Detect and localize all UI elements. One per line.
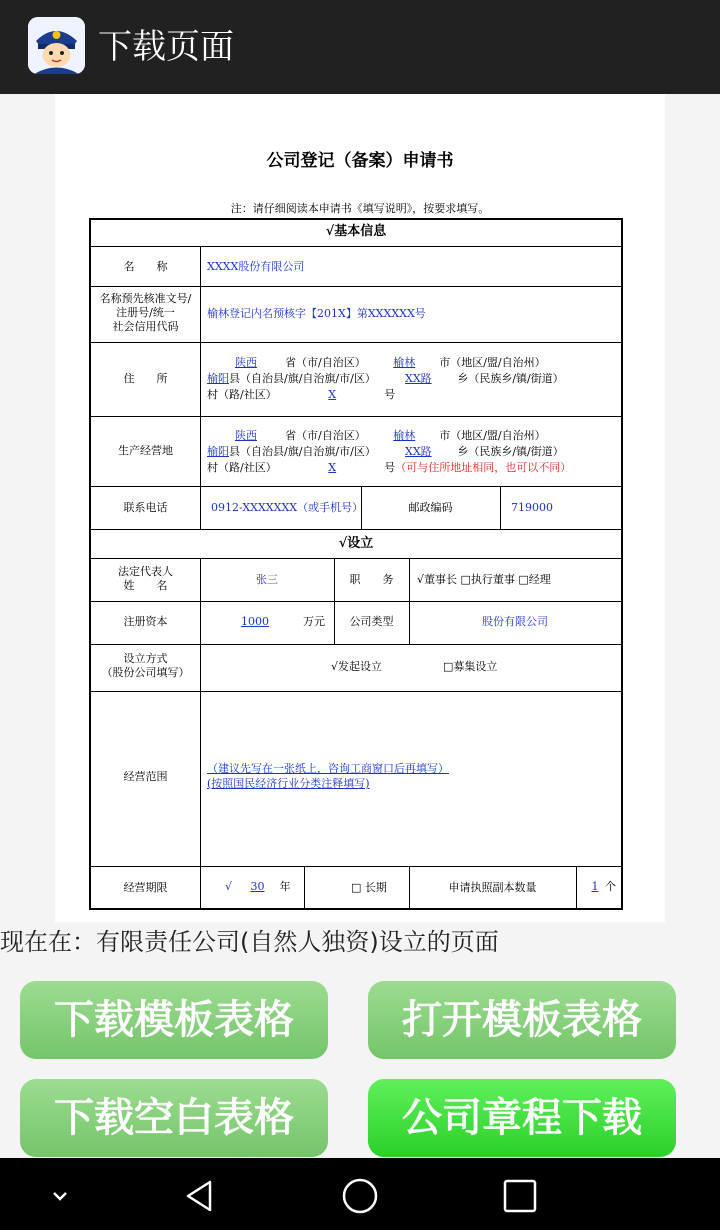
name-value: XXXX股份有限公司 [207, 260, 305, 273]
position-label: 职 务 [349, 573, 394, 586]
addr-province-suffix: 省（市/自治区） [285, 356, 366, 369]
position-options: √董事长 □执行董事 □经理 [417, 573, 551, 586]
copies-label: 申请执照副本数量 [448, 881, 537, 894]
company-type-label: 公司类型 [349, 615, 394, 628]
addr-number-suffix: 号 [384, 388, 396, 401]
section-setup-header: √设立 [338, 536, 374, 551]
term-unit: 年 [279, 880, 291, 893]
prename-label-2: 注册号/统一 [116, 306, 175, 319]
legal-rep-label-1: 法定代表人 [118, 565, 173, 578]
biz-town-suffix: 乡（民族乡/镇/街道） [457, 445, 564, 458]
method-option-1: √发起设立 [331, 660, 383, 673]
back-icon[interactable] [180, 1176, 220, 1216]
term-long: □ 长期 [351, 881, 387, 894]
company-type-value: 股份有限公司 [482, 615, 548, 628]
download-template-button[interactable]: 下载模板表格 [20, 981, 328, 1059]
addr-county: 榆阳 [207, 372, 229, 385]
biz-province: 陕西 [235, 429, 257, 442]
method-label-1: 设立方式 [123, 652, 168, 665]
capital-unit: 万元 [303, 615, 325, 628]
copies-unit: 个 [605, 880, 616, 893]
address-label: 住 所 [123, 372, 168, 385]
prename-label-1: 名称预先核准文号/ [99, 292, 192, 305]
download-charter-button[interactable]: 公司章程下载 [368, 1079, 676, 1157]
biz-county: 榆阳 [207, 445, 229, 458]
scope-line-1: （建议先写在一张纸上，咨询工商窗口后再填写） [207, 762, 449, 775]
biz-town: XX路 [404, 445, 432, 458]
biz-city: 榆林 [393, 429, 416, 442]
biz-city-suffix: 市（地区/盟/自治州） [439, 429, 546, 442]
section-basic-header: √基本信息 [325, 224, 387, 239]
addr-town-suffix: 乡（民族乡/镇/街道） [457, 372, 564, 385]
method-label-2: （股份公司填写） [101, 666, 190, 679]
addr-county-suffix: 县（自治县/旗/自治旗/市/区） [229, 372, 376, 385]
form-note: 注：请仔细阅读本申请书《填写说明》，按要求填写。 [230, 202, 490, 215]
system-nav-bar [0, 1158, 720, 1230]
hide-keyboard-icon[interactable] [40, 1176, 80, 1216]
prename-value: 榆林登记内名预核字【201X】第XXXXXX号 [207, 307, 426, 320]
form-title: 公司登记（备案）申请书 [266, 151, 454, 171]
phone-label: 联系电话 [123, 501, 168, 514]
recents-icon[interactable] [500, 1176, 540, 1216]
name-label: 名 称 [123, 260, 168, 273]
copies-value: 1 [591, 880, 599, 893]
term-value: 30 [250, 880, 265, 893]
addr-number: X [328, 388, 337, 401]
current-page-caption: 现在在：有限责任公司(自然人独资)设立的页面 [0, 928, 499, 956]
addr-city: 榆林 [393, 356, 416, 369]
legal-rep-label-2: 姓 名 [123, 579, 168, 592]
addr-province: 陕西 [235, 356, 257, 369]
addr-city-suffix: 市（地区/盟/自治州） [439, 356, 546, 369]
home-icon[interactable] [340, 1176, 380, 1216]
biz-number-suffix: 号 [384, 461, 396, 474]
term-check: √ [225, 880, 233, 893]
scope-line-2: (按照国民经济行业分类注释填写) [207, 777, 370, 790]
biz-province-suffix: 省（市/自治区） [285, 429, 366, 442]
addr-town: XX路 [404, 372, 432, 385]
addr-village-prefix: 村（路/社区） [207, 388, 277, 401]
capital-label: 注册资本 [123, 615, 168, 628]
term-label: 经营期限 [123, 881, 168, 894]
biz-county-suffix: 县（自治县/旗/自治旗/市/区） [229, 445, 376, 458]
postcode-label: 邮政编码 [408, 501, 453, 514]
legal-rep-value: 张三 [256, 573, 278, 586]
biz-number: X [328, 461, 337, 474]
app-title: 下载页面 [98, 27, 234, 67]
form-table [89, 218, 623, 910]
method-option-2: □募集设立 [443, 660, 498, 673]
app-logo-icon [28, 17, 85, 74]
form-preview-image [55, 94, 665, 922]
prename-label-3: 社会信用代码 [112, 320, 179, 333]
postcode-value: 719000 [511, 501, 553, 514]
biz-place-note: （可与住所地址相同，也可以不同） [395, 461, 572, 474]
phone-value: 0912-XXXXXXX（或手机号） [211, 501, 364, 514]
download-blank-button[interactable]: 下载空白表格 [20, 1079, 328, 1157]
biz-place-label: 生产经营地 [118, 444, 173, 457]
capital-value: 1000 [241, 615, 269, 628]
app-bar [0, 0, 720, 94]
biz-village-prefix: 村（路/社区） [207, 461, 277, 474]
scope-label: 经营范围 [123, 770, 168, 783]
open-template-button[interactable]: 打开模板表格 [368, 981, 676, 1059]
